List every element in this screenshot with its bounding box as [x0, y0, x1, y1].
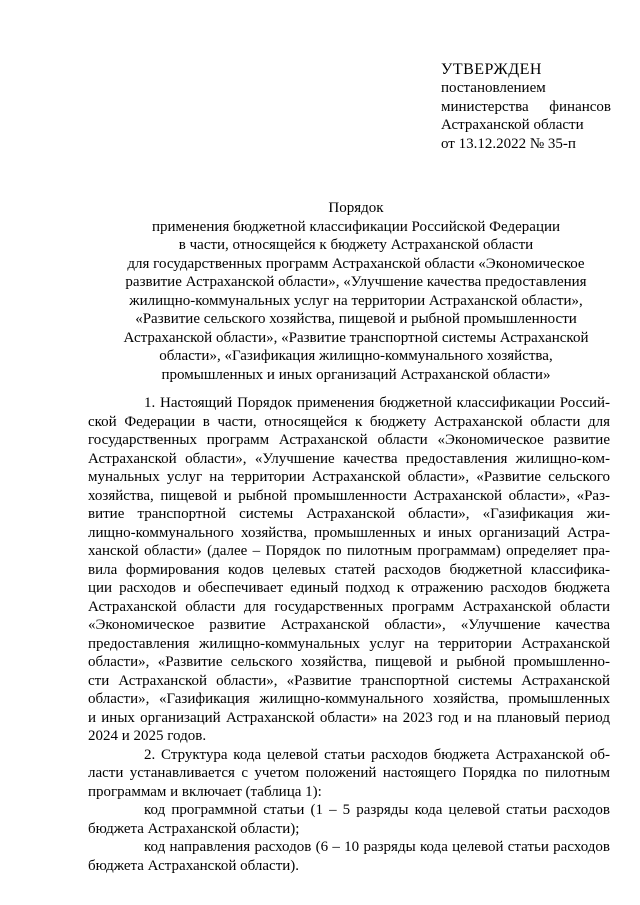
- paragraph-line: 1. Настоящий Порядок применения бюджетной классификации Россий-: [144, 395, 610, 411]
- paragraph-line: витие транспортной системы Астраханской области», «Газификация жи-: [88, 506, 610, 522]
- paragraph-4: [88, 838, 610, 875]
- paragraph-line: лищно-коммунального хозяйства, промышленных и иных организаций Астра-: [88, 524, 610, 541]
- approval-line-2: [441, 98, 611, 117]
- heading-line: промышленных и иных организаций Астраханской области»: [161, 366, 551, 383]
- paragraph-line: области», «Развитие сельского хозяйства, пищевой и рыбной промышленно-: [88, 654, 610, 670]
- approval-line-1: постановлением: [441, 80, 546, 96]
- paragraph-line: программам и включает (таблица 1):: [88, 783, 322, 800]
- approval-line-3: Астраханской области: [441, 117, 584, 133]
- paragraph-line: Астраханской области для государственных программ Астраханской области: [88, 598, 610, 615]
- heading-line: применения бюджетной классификации Российской Федерации: [151, 218, 561, 235]
- paragraph-line: ской Федерации в части, относящейся к бюджету Астраханской области для: [88, 413, 610, 430]
- heading-line: в части, относящейся к бюджету Астраханской области: [178, 237, 534, 253]
- paragraph-line: сти Астраханской области», «Развитие транспортной системы Астраханской: [88, 672, 610, 689]
- paragraph-line: 2024 и 2025 годов.: [88, 728, 207, 744]
- approval-line-2b: финансов: [549, 98, 611, 115]
- paragraph-line: код программной статьи (1 – 5 разряды кода целевой статьи расходов: [144, 802, 610, 818]
- paragraph-line: ханской области» (далее – Порядок по пилотным программам) определяет пра-: [88, 543, 610, 559]
- approval-title: УТВЕРЖДЕН: [441, 61, 542, 78]
- paragraph-line: области», «Газификация жилищно-коммунального хозяйства, промышленных: [88, 691, 610, 707]
- paragraph-line: «Экономическое развитие Астраханской области», «Улучшение качества: [88, 617, 610, 633]
- paragraph-line: бюджета Астраханской области).: [88, 857, 300, 874]
- paragraph-line: бюджета Астраханской области);: [88, 820, 300, 837]
- paragraph-line: и иных организаций Астраханской области» на 2023 год и на плановый период: [88, 709, 610, 726]
- paragraph-line: код направления расходов (6 – 10 разряды кода целевой статьи расходов: [144, 839, 610, 855]
- paragraph-line: 2. Структура кода целевой статьи расходов бюджета Астраханской об-: [144, 746, 610, 763]
- paragraph-line: предоставления жилищно-коммунальных услуг на территории Астраханской: [88, 635, 610, 652]
- paragraph-line: хозяйства, пищевой и рыбной промышленности Астраханской области», «Раз-: [88, 487, 610, 504]
- paragraph-line: Астраханской области», «Улучшение качества предоставления жилищно-ком-: [88, 450, 610, 467]
- heading-line: жилищно-коммунальных услуг на территории Астраханской области»,: [129, 292, 583, 309]
- document-body: [88, 394, 610, 875]
- approval-line-4: от 13.12.2022 № 35-п: [441, 135, 576, 152]
- heading-line: «Развитие сельского хозяйства, пищевой и рыбной промышленности: [135, 311, 577, 327]
- paragraph-1: [88, 394, 610, 746]
- paragraph-line: вила формирования кодов целевых статей расходов бюджетной классифика-: [88, 561, 610, 578]
- heading-line: области», «Газификация жилищно-коммунального хозяйства,: [159, 348, 553, 364]
- heading-line: для государственных программ Астраханской области «Экономическое: [127, 255, 585, 272]
- paragraph-line: ции расходов и обеспечивает единый подход к отражению расходов бюджета: [88, 580, 610, 596]
- document-heading: [96, 199, 616, 384]
- paragraph-line: государственных программ Астраханской области «Экономическое развитие: [88, 432, 610, 448]
- heading-line: развитие Астраханской области», «Улучшение качества предоставления: [125, 274, 587, 290]
- paragraph-line: мунальных услуг на территории Астраханской области», «Развитие сельского: [88, 469, 610, 485]
- approval-stamp: [441, 60, 611, 153]
- approval-line-2a: министерства: [441, 98, 529, 115]
- paragraph-2: [88, 746, 610, 802]
- heading-line: Астраханской области», «Развитие транспортной системы Астраханской: [123, 329, 589, 346]
- paragraph-line: ласти устанавливается с учетом положений настоящего Порядка по пилотным: [88, 765, 610, 781]
- paragraph-3: [88, 801, 610, 838]
- heading-line: Порядок: [328, 200, 384, 216]
